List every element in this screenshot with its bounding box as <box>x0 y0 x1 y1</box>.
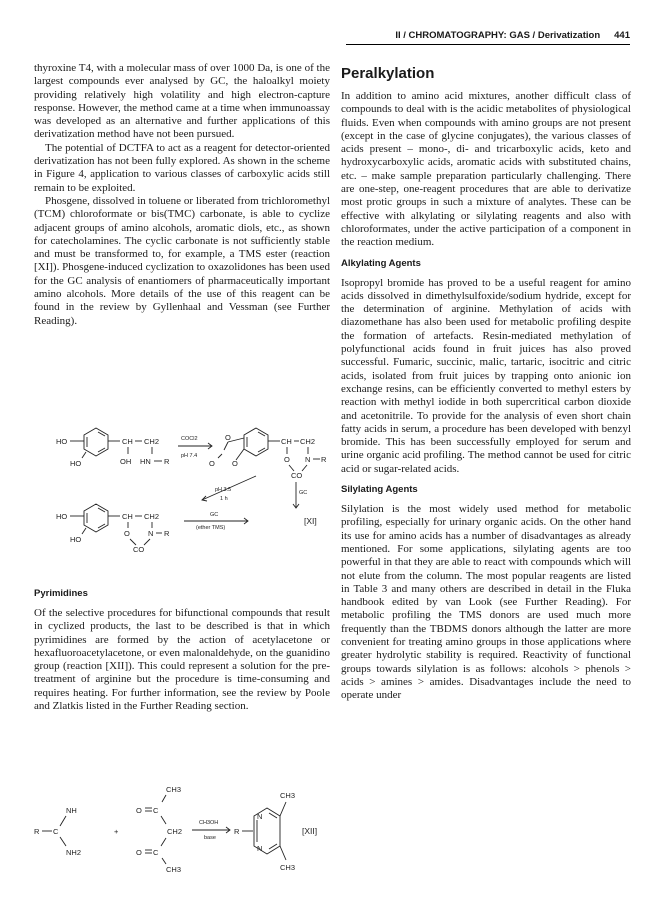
label-n-2: N <box>148 529 154 538</box>
label-ch2-2: CH2 <box>300 437 316 446</box>
label-c-2: C <box>153 806 159 815</box>
label-cocl2: COCl2 <box>181 436 198 442</box>
label-ch2-3: CH2 <box>144 512 160 521</box>
page-number: 441 <box>614 29 630 41</box>
heading-alkylating-agents: Alkylating Agents <box>341 257 421 269</box>
label-gc-1: GC <box>299 490 308 496</box>
right-column <box>341 63 631 702</box>
label-n-1: N <box>305 455 311 464</box>
label-plus: + <box>114 827 119 836</box>
paragraph-alkylating: Isopropyl bromide has proved to be a useful reagent for amino acids dissolved in dimethylsulfoxide/sodium hydride, except for the determination of arginine. Methylation of acids with diazomethane has also been used for metabolic profiling despite the formation of artefacts. Resin-mediated methylation of polyfunctional acids found in fruit juices has also proved successful. Fumaric, succinic, malic, tartaric, isocitric and citric acids, isolated from fruit juices by trapping onto anionic ion exchange resins, can be efficiently converted to methyl esters by reaction with methyl iodide in both supercritical carbon dioxide and acetonitrile. To provide for the analysis of even short chain fatty acids in serum, a procedure has been developed with benzyl bromide. This has been successfully employed for serum and urine organic acid profiling. The method cannot be used for citric acid or sugar-related acids. <box>341 276 631 475</box>
benzene-ring-3 <box>84 504 108 532</box>
label-ch3-1: CH3 <box>166 785 182 794</box>
heading-peralkylation: Peralkylation <box>341 65 435 82</box>
label-n-a: N <box>257 812 263 821</box>
label-gc-2: GC <box>210 512 219 518</box>
running-title: II / CHROMATOGRAPHY: GAS / Derivatization <box>395 29 601 41</box>
label-o-a: O <box>136 806 142 815</box>
benzene-ring-2 <box>244 428 268 456</box>
label-ho-2: HO <box>70 459 82 468</box>
label-ho-3: HO <box>56 512 68 521</box>
label-o-4: O <box>284 455 290 464</box>
label-ho-4: HO <box>70 535 82 544</box>
label-ch2-1: CH2 <box>144 437 160 446</box>
reaction-scheme-xii <box>34 764 330 874</box>
label-ether-tms: (ether TMS) <box>196 525 226 531</box>
scheme-xii-drawing <box>34 764 330 874</box>
label-hn: HN <box>140 457 151 466</box>
label-ch3oh: CH3OH <box>199 820 219 826</box>
heading-pyrimidines: Pyrimidines <box>34 588 88 599</box>
label-c-1: C <box>53 827 59 836</box>
label-r-2: R <box>321 455 327 464</box>
reaction-label-xi: [XI] <box>304 516 317 526</box>
label-r-1: R <box>164 457 170 466</box>
label-ch3-2: CH3 <box>166 865 182 874</box>
scheme-xi-drawing <box>34 420 330 558</box>
benzene-ring-1 <box>84 428 108 456</box>
label-o-5: O <box>124 529 130 538</box>
label-o-2: O <box>209 459 215 468</box>
label-nh: NH <box>66 806 77 815</box>
header-rule <box>346 44 630 45</box>
label-ch-1: CH <box>122 437 133 446</box>
pyrimidines-section <box>34 580 330 713</box>
label-ch3-3: CH3 <box>280 791 296 800</box>
label-ph35: pH 3.5 <box>215 487 232 493</box>
label-r-5: R <box>234 827 240 836</box>
label-ph74: pH 7.4 <box>181 453 198 459</box>
running-header <box>344 27 630 43</box>
label-co-2: CO <box>133 545 145 554</box>
label-c-3: C <box>153 848 159 857</box>
label-r-4: R <box>34 827 40 836</box>
paragraph-dctfa: The potential of DCTFA to act as a reagent for detector-oriented derivatization has not been fully explored. As shown in the scheme in Figure 4, application to various classes of carboxylic acids still remain to be exploited. <box>34 141 330 194</box>
label-o-3: O <box>232 459 238 468</box>
label-base: base <box>204 835 216 841</box>
label-oh: OH <box>120 457 132 466</box>
label-ch2-xii: CH2 <box>167 827 183 836</box>
reaction-label-xii: [XII] <box>302 826 318 836</box>
label-o-1: O <box>225 433 231 442</box>
reaction-scheme-xi <box>34 420 330 558</box>
label-ch-2: CH <box>281 437 292 446</box>
heading-silylating-agents: Silylating Agents <box>341 484 418 496</box>
label-ho-1: HO <box>56 437 68 446</box>
label-nh2: NH2 <box>66 848 82 857</box>
paragraph-peralkylation: In addition to amino acid mixtures, another difficult class of compounds to deal with is the acidic metabolites of physiological fluids. Even when compounds with amino groups are not present (except in the case of glycine conjugates), the various classes of acids present – mono-, di- and tricarboxylic acids, keto and hydroxycarboxylic acids, aromatic acids with substituted chains, etc. – make sample preparation particularly challenging. There are one-step, one-reagent procedures that are able to derivatize most protic groups in such a mixture of analytes. These can be effective with alkylating or silylating reagents and also with chloroformates, under the active participation of a component in the reaction medium. <box>341 90 631 249</box>
paragraph-thyroxine: thyroxine T4, with a molecular mass of over 1000 Da, is one of the largest compounds ever analysed by GC, the haloalkyl moiety providing relatively high volatility and high electron-capture response. However, the method came at a time when immunoassay was developed as an alternative and further applications of this derivatization method have not been pursued. <box>34 62 330 141</box>
paragraph-silylating: Silylation is the most widely used method for metabolic profiling, especially for urinary organic acids. On the other hand its use for amino acids has a number of disadvantages as already mentioned. For some applications, silylating agents are too powerful in that they are able to react with compounds which will not elute from the column. The most popular reagents are listed in Table 3 and many others are described in detail in the Fluka handbook edited by van Look (see Further Reading). For metabolic profiling the TMS donors are used much more frequently than the TBDMS donors although the latter are more convenient for treating amino groups in those applications where greater hydrolytic stability is required. Reactivity of functional groups towards silylation is as follows: alcohols > phenols > acids > amines > amides. Disadvantages include the need to operate under <box>341 503 631 702</box>
label-r-3: R <box>164 529 170 538</box>
paragraph-phosgene: Phosgene, dissolved in toluene or liberated from trichloromethyl (TCM) chloroformate or bis(TMC) carbonate, is able to cyclize adjacent groups of amino alcohols, aromatic diols, etc., as shown for catecholamines. The cyclic carbonate is not sufficiently stable and must be transformed to, for example, a TMS ester (reaction [XI]). Phosgene-induced cyclization to oxazolidones has been used for the GC analysis of enantiomers of pharmaceutically important amino alcohols. More details of the use of this reagent can be found in the review by Gyllenhaal and Vessman (see Further Reading). <box>34 194 330 327</box>
label-n-b: N <box>257 844 263 853</box>
label-o-b: O <box>136 848 142 857</box>
paragraph-pyrimidines: Of the selective procedures for bifunctional compounds that result in cyclized products, the last to be described is that in which pyrimidines are formed by the action of acetylacetone or hexafluoroacetylacetone, or even malonaldehyde, on the guanidino group (reaction [XII]). This could represent a solution for the pre-treatment of arginine but the procedure is time-consuming and requires heating. For further information, see the review by Poole and Zlatkis listed in the Further Reading section. <box>34 607 330 713</box>
left-column <box>34 62 330 328</box>
label-ch-3: CH <box>122 512 133 521</box>
label-co-1: CO <box>291 471 303 480</box>
label-ch3-4: CH3 <box>280 863 296 872</box>
label-1h: 1 h <box>220 496 228 502</box>
